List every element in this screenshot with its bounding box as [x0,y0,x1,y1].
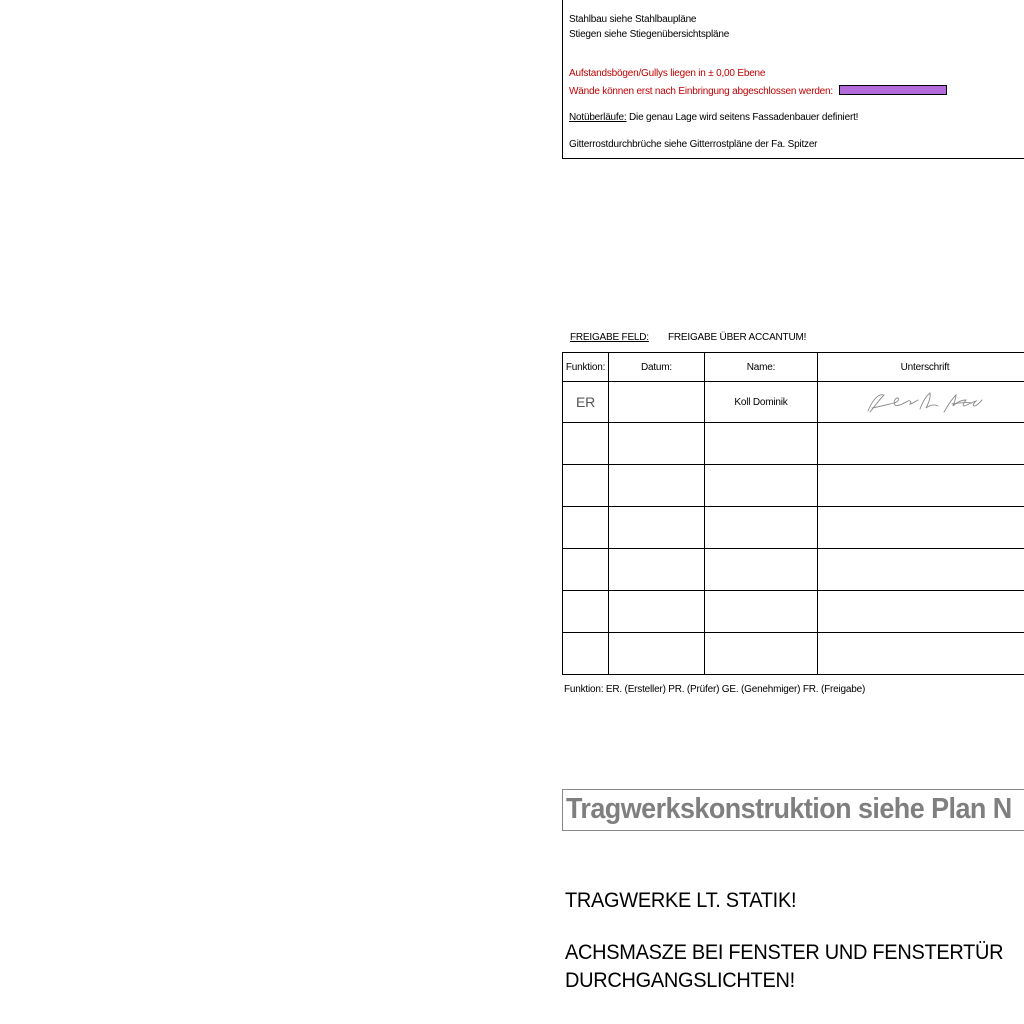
cell-unterschrift [818,465,1024,507]
cell-unterschrift [818,382,1024,423]
cell-datum [609,507,705,549]
cell-funktion [563,423,609,465]
cell-datum [609,382,705,423]
note-aufstandsboegen: Aufstandsbögen/Gullys liegen in ± 0,00 Ebene [569,68,766,79]
cell-datum [609,423,705,465]
cell-unterschrift [818,507,1024,549]
cell-datum [609,633,705,675]
cell-unterschrift [818,549,1024,591]
table-row [563,382,1024,423]
table-row [563,465,1024,507]
table-header-row [563,353,1024,382]
cell-funktion [563,465,609,507]
page-title: Tragwerkskonstruktion siehe Plan N [566,793,1012,825]
note-gitterrost: Gitterrostdurchbrüche siehe Gitterrostpläne der Fa. Spitzer [569,139,818,150]
cell-funktion [563,591,609,633]
cell-unterschrift [818,633,1024,675]
note-notueberlaeufe-label: Notüberläufe: [569,112,627,123]
freigabe-label: FREIGABE FELD: [570,332,649,343]
header-name: Name: [705,353,818,382]
cell-name [705,591,818,633]
note-waende-text: Wände können erst nach Einbringung abgeschlossen werden: [569,86,833,97]
header-funktion: Funktion: [563,353,609,382]
cell-name: Koll Dominik [705,382,818,423]
table-row [563,591,1024,633]
cell-name [705,465,818,507]
cell-unterschrift [818,423,1024,465]
cell-funktion [563,549,609,591]
cell-funktion: ER [563,382,609,423]
table-row [563,633,1024,675]
cell-funktion [563,633,609,675]
table-row [563,423,1024,465]
statement-achsmasze-line1: ACHSMASZE BEI FENSTER UND FENSTERTÜR [565,941,1004,964]
note-notueberlaeufe-text: Die genau Lage wird seitens Fassadenbauer definiert! [626,112,859,123]
note-waende [569,85,947,97]
funktion-legend: Funktion: ER. (Ersteller) PR. (Prüfer) GE. (Genehmiger) FR. (Freigabe) [564,684,866,695]
note-stahlbau: Stahlbau siehe Stahlbaupläne [569,14,697,25]
cell-name [705,423,818,465]
signature-image [860,385,990,419]
notes-box [562,0,1024,159]
cell-funktion [563,507,609,549]
freigabe-text: FREIGABE ÜBER ACCANTUM! [668,332,807,343]
cell-datum [609,465,705,507]
cell-name [705,633,818,675]
statement-statik: TRAGWERKE LT. STATIK! [565,889,797,912]
header-datum: Datum: [609,353,705,382]
approval-table [562,352,1024,675]
legend-color-swatch [839,85,947,95]
cell-name [705,507,818,549]
note-stiegen: Stiegen siehe Stiegenübersichtspläne [569,29,730,40]
cell-datum [609,591,705,633]
table-row [563,549,1024,591]
cell-unterschrift [818,591,1024,633]
cell-name [705,549,818,591]
table-row [563,507,1024,549]
cell-datum [609,549,705,591]
title-box [562,789,1024,831]
statement-achsmasze-line2: DURCHGANGSLICHTEN! [565,969,795,992]
note-notueberlaeufe [569,112,858,123]
header-unterschrift: Unterschrift [818,353,1024,382]
